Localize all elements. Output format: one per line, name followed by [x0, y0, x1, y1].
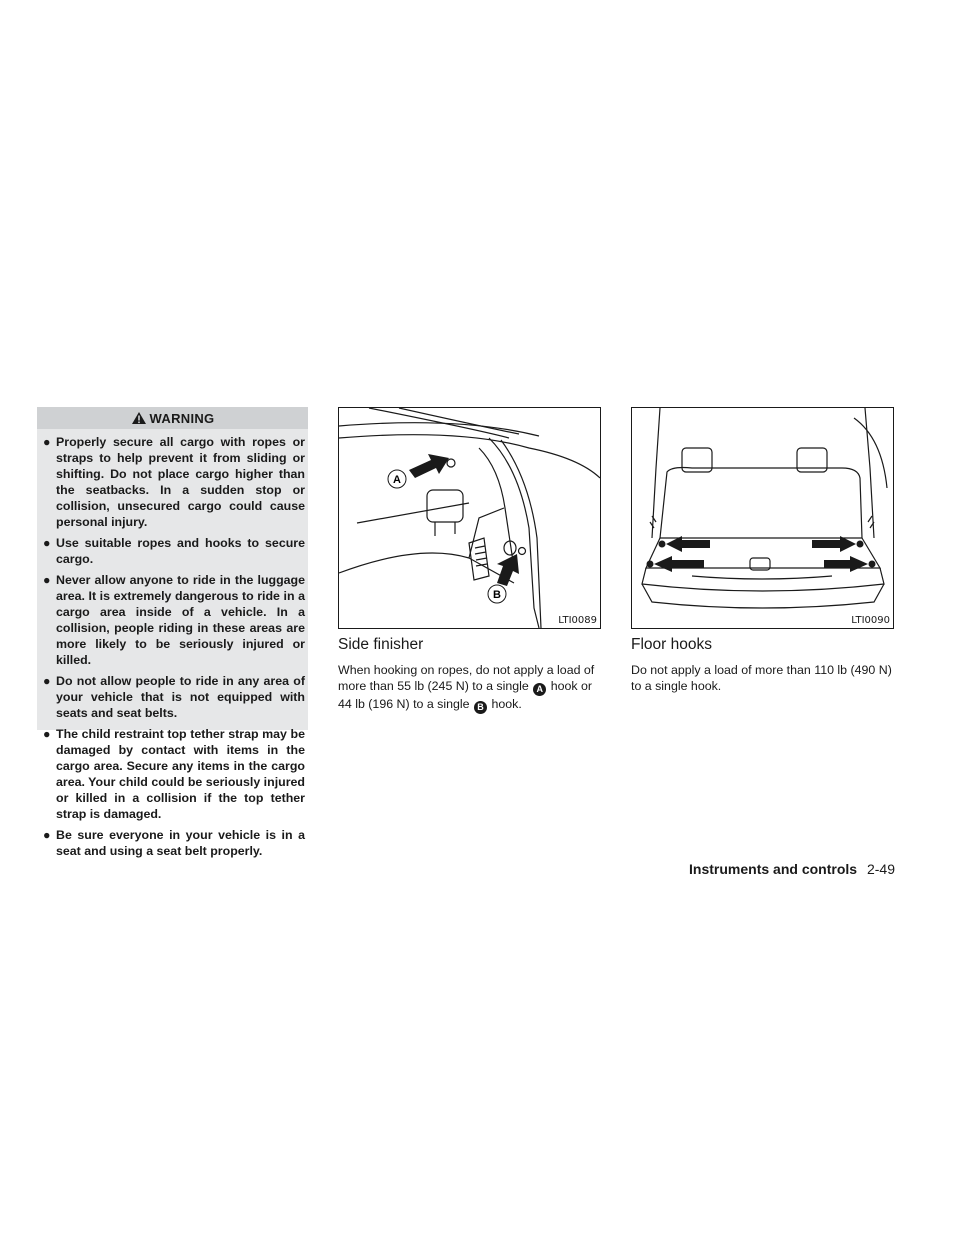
- side-finisher-text-3: hook.: [491, 697, 522, 711]
- callout-b-label: B: [493, 589, 501, 601]
- figure-code: LTI0090: [851, 615, 890, 626]
- warning-item: [43, 673, 305, 721]
- marker-b-icon: B: [474, 701, 487, 714]
- bullet-icon: ●: [43, 674, 51, 688]
- bullet-icon: ●: [43, 536, 51, 550]
- side-finisher-text: [338, 662, 602, 714]
- bullet-icon: ●: [43, 727, 51, 741]
- side-finisher-text-2: hook or 44 lb (196 N) to a single: [338, 679, 593, 711]
- footer-section: Instruments and controls: [689, 861, 858, 877]
- bullet-icon: ●: [43, 435, 51, 449]
- warning-item: [43, 827, 305, 859]
- warning-header: [37, 407, 308, 429]
- bullet-icon: ●: [43, 828, 51, 842]
- warning-item-text: Do not allow people to ride in any area of your vehicle that is not equipped with seats and seat belts.: [56, 674, 305, 720]
- warning-item: [43, 572, 305, 668]
- callout-a-label: A: [393, 474, 401, 486]
- page-footer: [689, 861, 895, 877]
- arrow-b-icon: [497, 554, 519, 586]
- side-finisher-title: Side finisher: [338, 636, 424, 653]
- marker-a-icon: A: [533, 683, 546, 696]
- side-finisher-text-1: When hooking on ropes, do not apply a load of more than 55 lb (245 N) to a single: [338, 663, 595, 693]
- warning-triangle-icon: [131, 411, 147, 425]
- warning-box: [37, 407, 308, 858]
- warning-item-text: Be sure everyone in your vehicle is in a seat and using a seat belt properly.: [56, 828, 305, 858]
- bullet-icon: ●: [43, 573, 51, 587]
- warning-item: [43, 434, 305, 530]
- floor-hooks-text: Do not apply a load of more than 110 lb (490 N) to a single hook.: [631, 663, 892, 693]
- warning-item-text: The child restraint top tether strap may be damaged by contact with items in the cargo area. Secure any items in the cargo area. Your child could be seriously injured or killed in a collision if the top tether strap is damaged.: [56, 727, 305, 821]
- floor-hooks-illustration: [631, 407, 894, 629]
- cargo-floor-drawing: [632, 408, 893, 628]
- figure-code: LTI0089: [558, 615, 597, 626]
- warning-item: [43, 535, 305, 567]
- floor-arrows-icon: [654, 536, 868, 572]
- side-finisher-illustration: [338, 407, 601, 629]
- warning-item-text: Use suitable ropes and hooks to secure cargo.: [56, 536, 305, 566]
- floor-hooks-title: Floor hooks: [631, 636, 712, 653]
- warning-list: [43, 434, 305, 864]
- warning-item-text: Never allow anyone to ride in the luggage area. It is extremely dangerous to ride in a cargo area inside of a vehicle. In a collision, people riding in these areas are more likely to be seriously injured or killed.: [56, 573, 305, 667]
- warning-item-text: Properly secure all cargo with ropes or straps to help prevent it from sliding or shifting. Do not place cargo higher than the seatbacks. In a sudden stop or collision, unsecured cargo could cause personal injury.: [56, 435, 305, 529]
- warning-item: [43, 726, 305, 822]
- cargo-side-drawing: [339, 408, 600, 628]
- warning-title: WARNING: [149, 410, 215, 426]
- arrow-a-icon: [409, 454, 449, 478]
- page-number: 2-49: [866, 861, 895, 877]
